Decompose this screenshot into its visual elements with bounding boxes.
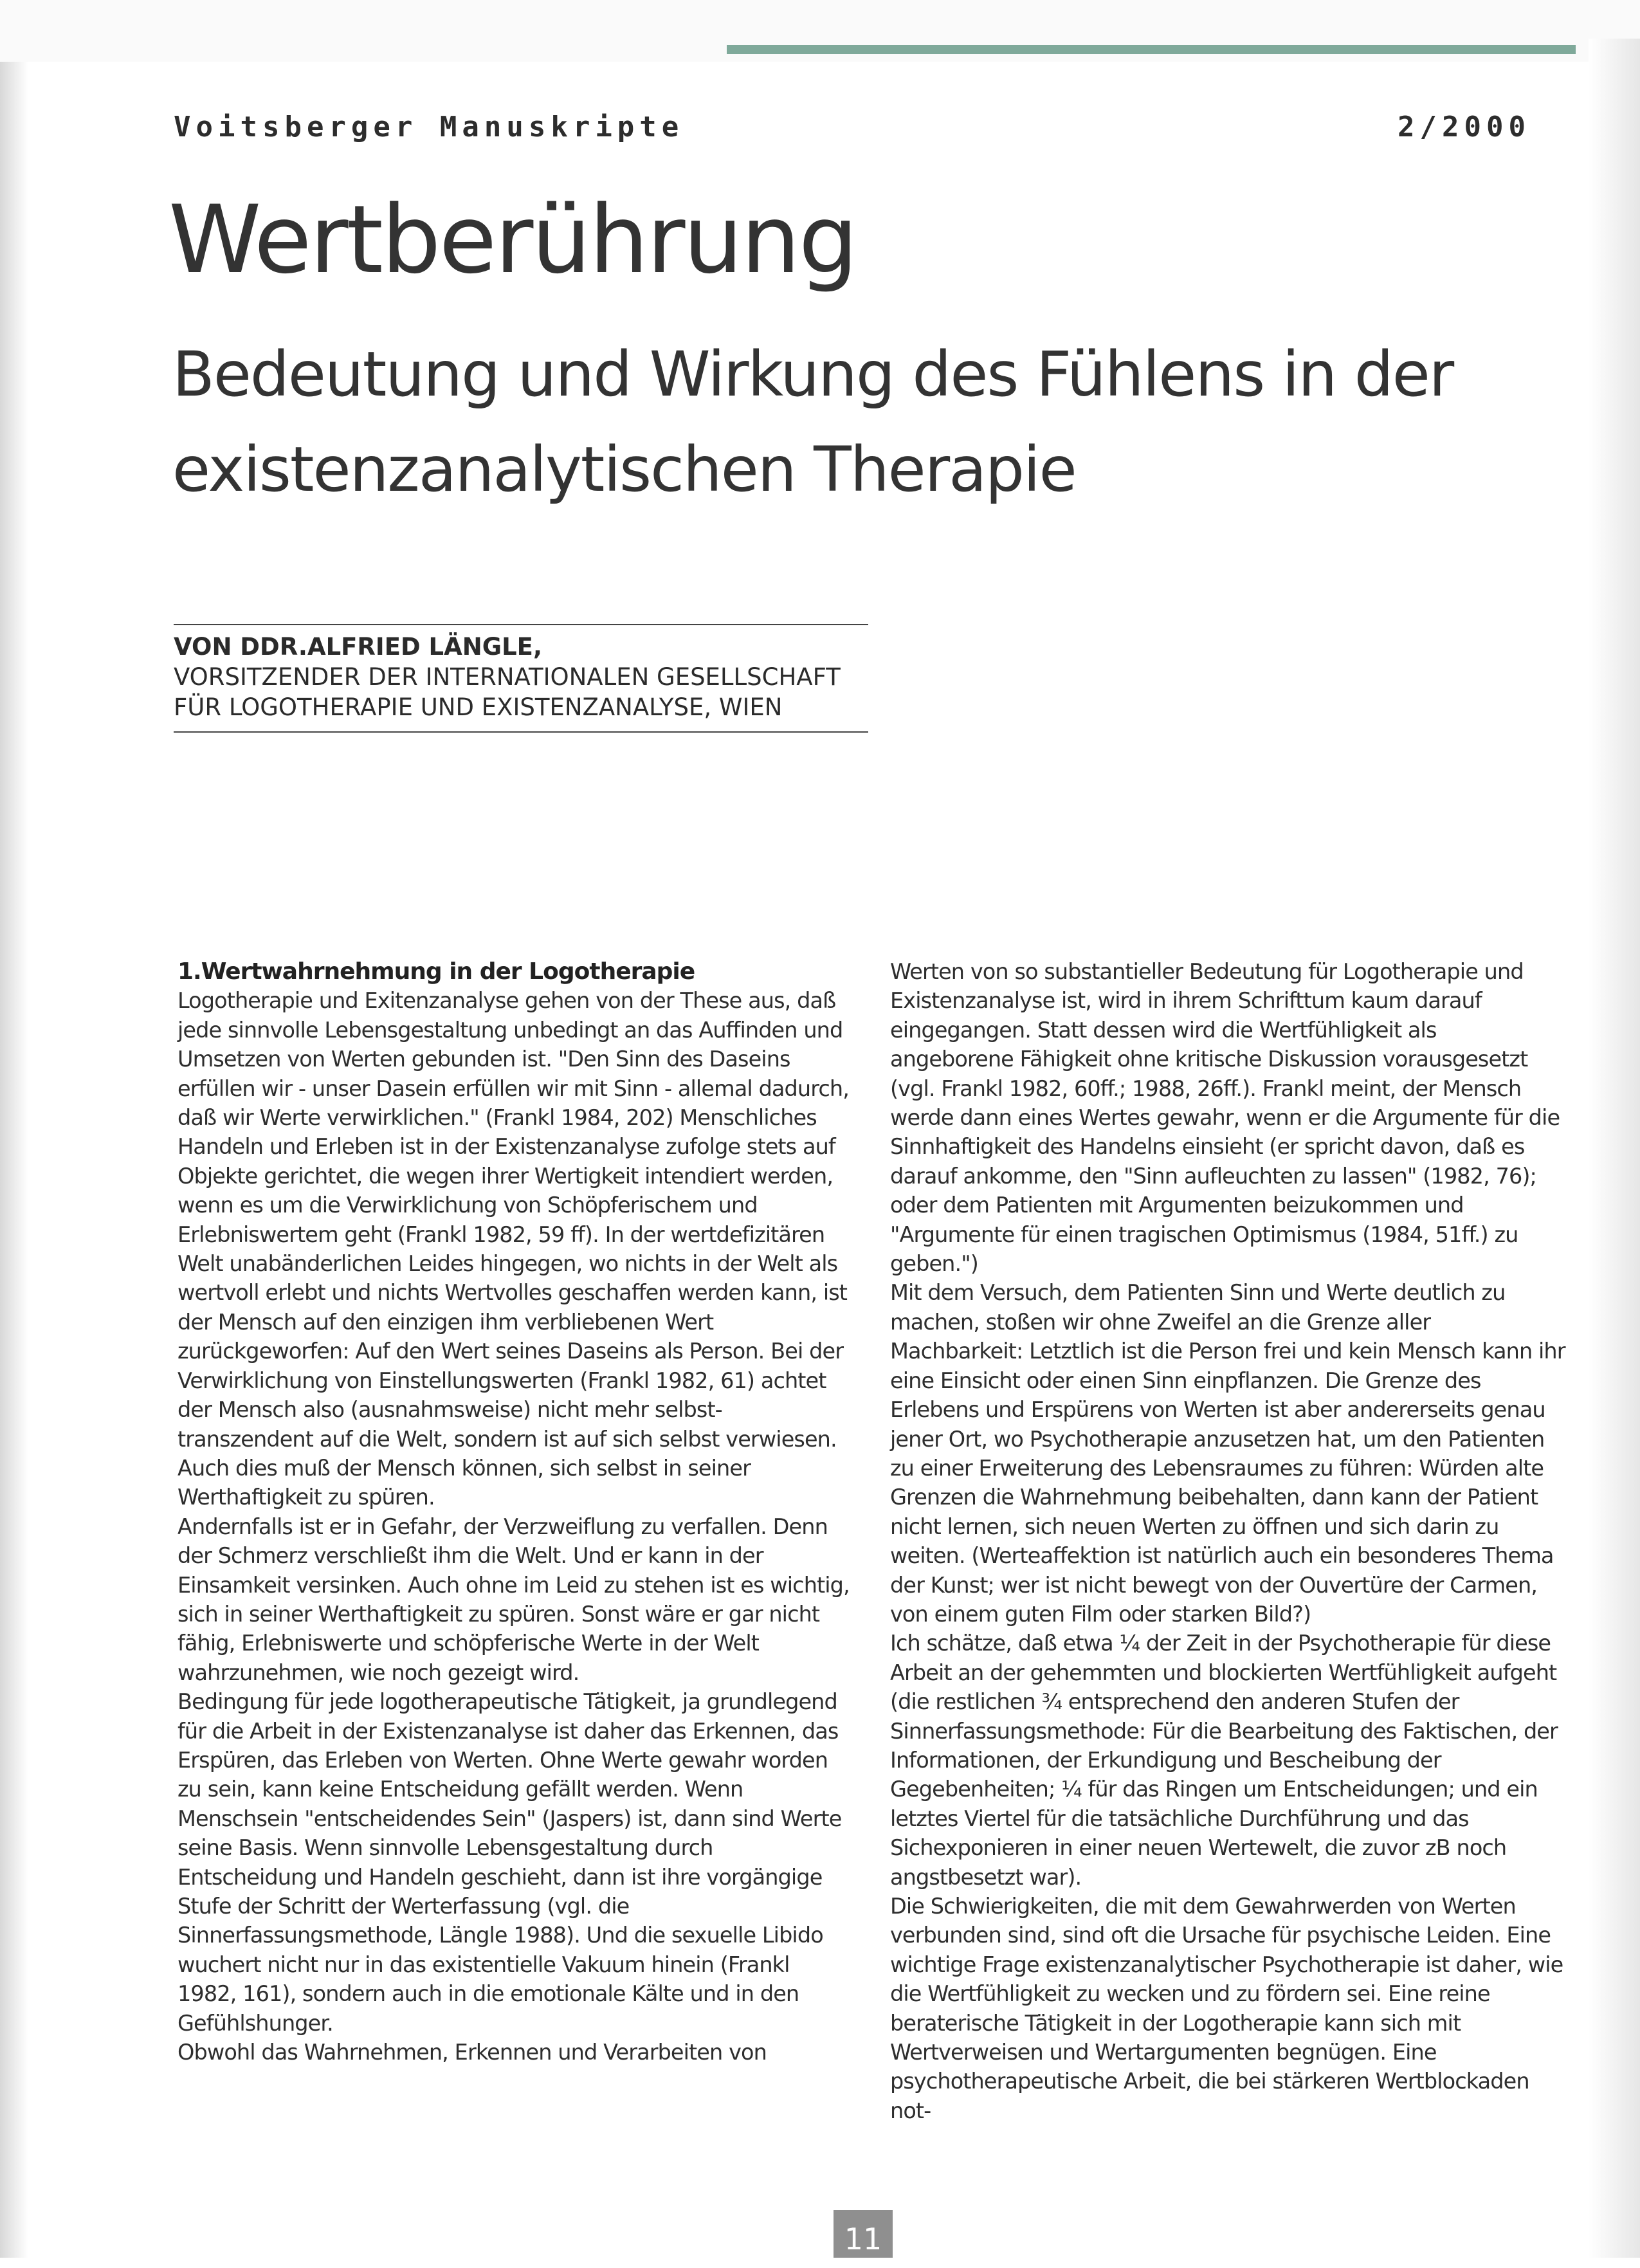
article-title: Wertberührung [169, 185, 857, 295]
byline-affiliation-1: VORSITZENDER DER INTERNATIONALEN GESELLSCHAFT [174, 663, 841, 691]
issue-number: 2/2000 [1398, 111, 1531, 143]
paragraph: Ich schätze, daß etwa ¼ der Zeit in der Psychotherapie für diese Arbeit an der gehemmten und blockierten Wertfühligkeit aufgeht (die restlichen ¾ entsprechend den anderen Stufen der Sinnerfassungsmethode: Für die Bearbeitung des Faktischen, der Informationen, der Erkundigung und Bescheibung der Gegebenheiten; ¼ für das Ringen um Entscheidungen; und ein letztes Viertel für die tatsächliche Durchführung und das Sichexponieren in einer neuen Wertewelt, die zuvor zB noch angstbesetzt war). [890, 1631, 1558, 1890]
paragraph: Andernfalls ist er in Gefahr, der Verzweiflung zu verfallen. Denn der Schmerz verschließt ihm die Welt. Und er kann in der Einsamkeit versinken. Auch ohne im Leid zu stehen ist es wichtig, sich in seiner Werthaftigkeit zu spüren. Sonst wäre er gar nicht fähig, Erlebniswerte und schöpferische Werte in der Welt wahrzunehmen, wie noch gezeigt wird. [178, 1514, 850, 1685]
journal-name: Voitsberger Manuskripte [174, 111, 684, 143]
paragraph: Obwohl das Wahrnehmen, Erkennen und Verarbeiten von [178, 2040, 767, 2065]
article-subtitle: Bedeutung und Wirkung des Fühlens in der existenzanalytischen Therapie [172, 338, 1453, 506]
paragraph: Logotherapie und Exitenzanalyse gehen von der These aus, daß jede sinnvolle Lebensgestaltung unbedingt an das Auffinden und Umsetzen von Werten gebunden ist. "Den Sinn des Daseins erfüllen wir - unser Dasein erfüllen wir mit Sinn - allemal dadurch, daß wir Werte verwirklichen." (Frankl 1984, 202) Menschliches Handeln und Erleben ist in der Existenzanalyse zufolge stets auf Objekte gerichtet, die wegen ihrer Wertigkeit intendiert werden, wenn es um die Verwirklichung von Schöpferischem und Erlebniswertem geht (Frankl 1982, 59 ff). In der wertdefizitären Welt unabänderlichen Leides hingegen, wo nichts in der Welt als wertvoll erlebt und nichts Wertvolles geschaffen werden kann, ist der Mensch auf den einzigen ihm verbliebenen Wert zurückgeworfen: Auf den Wert seines Daseins als Person. Bei der Verwirklichung von Einstellungswerten (Frankl 1982, 61) achtet der Mensch also (ausnahmsweise) nicht mehr selbst-transzendent auf die Welt, sondern ist auf sich selbst verwiesen. Auch dies muß der Mensch können, sich selbst in seiner Werthaftigkeit zu spüren. [178, 988, 849, 1510]
scan-right-edge [1589, 39, 1640, 2258]
byline-author: VON DDR.ALFRIED LÄNGLE, [174, 633, 543, 661]
scan-left-edge [0, 0, 28, 2258]
left-column [178, 957, 853, 2067]
paragraph: Bedingung für jede logotherapeutische Tätigkeit, ja grundlegend für die Arbeit in der Existenzanalyse ist daher das Erkennen, das Erspüren, das Erleben von Werten. Ohne Werte gewahr worden zu sein, kann keine Entscheidung gefällt werden. Wenn Menschsein "entscheidendes Sein" (Jaspers) ist, dann sind Werte seine Basis. Wenn sinnvolle Lebensgestaltung durch Entscheidung und Handeln geschieht, dann ist ihre vorgängige Stufe der Schritt der Werterfassung (vgl. die Sinnerfassungsmethode, Längle 1988). Und die sexuelle Libido wuchert nicht nur in das existentielle Vakuum hinein (Frankl 1982, 161), sondern auch in die emotionale Kälte und in den Gefühlshunger. [178, 1689, 842, 2036]
scan-green-edge [727, 45, 1576, 54]
byline-affiliation-2: FÜR LOGOTHERAPIE UND EXISTENZANALYSE, WIEN [174, 693, 783, 721]
paragraph: Mit dem Versuch, dem Patienten Sinn und Werte deutlich zu machen, stoßen wir ohne Zweifel an die Grenze aller Machbarkeit: Letztlich ist die Person frei und kein Mensch kann ihr eine Einsicht oder einen Sinn einpflanzen. Die Grenze des Erlebens und Erspürens von Werten ist aber andererseits genau jener Ort, wo Psychotherapie anzusetzen hat, um den Patienten zu einer Erweiterung des Lebensraumes zu führen: Würden alte Grenzen die Wahrnehmung beibehalten, dann kann der Patient nicht lernen, sich neuen Werten zu öffnen und sich darin zu weiten. (Werteaffektion ist natürlich auch ein besonderes Thema der Kunst; wer ist nicht bewegt von der Ouvertüre der Carmen, von einem guten Film oder starken Bild?) [890, 1280, 1565, 1627]
section-heading: 1.Wertwahrnehmung in der Logotherapie [178, 958, 695, 985]
right-column [890, 957, 1565, 2125]
page-number: 11 [834, 2210, 893, 2258]
paragraph: Die Schwierigkeiten, die mit dem Gewahrwerden von Werten verbunden sind, sind oft die Ursache für psychische Leiden. Eine wichtige Frage existenzanalytischer Psychotherapie ist daher, wie die Wertfühligkeit zu wecken und zu fördern sei. Eine reine beraterische Tätigkeit in der Logotherapie kann sich mit Wertverweisen und Wertargumenten begnügen. Eine psychotherapeutische Arbeit, die bei stärkeren Wertblockaden not- [890, 1894, 1563, 2123]
paragraph: Werten von so substantieller Bedeutung für Logotherapie und Existenzanalyse ist, wird in ihrem Schrifttum kaum darauf eingegangen. Statt dessen wird die Wertfühligkeit als angeborene Fähigkeit ohne kritische Diskussion vorausgesetzt (vgl. Frankl 1982, 60ff.; 1988, 26ff.). Frankl meint, der Mensch werde dann eines Wertes gewahr, wenn er die Argumente für die Sinnhaftigkeit des Handelns einsieht (er spricht davon, daß es darauf ankomme, den "Sinn aufleuchten zu lassen" (1982, 76); oder dem Patienten mit Argumenten beizukommen und "Argumente für einen tragischen Optimismus (1984, 51ff.) zu geben.") [890, 959, 1560, 1277]
byline [174, 624, 868, 733]
